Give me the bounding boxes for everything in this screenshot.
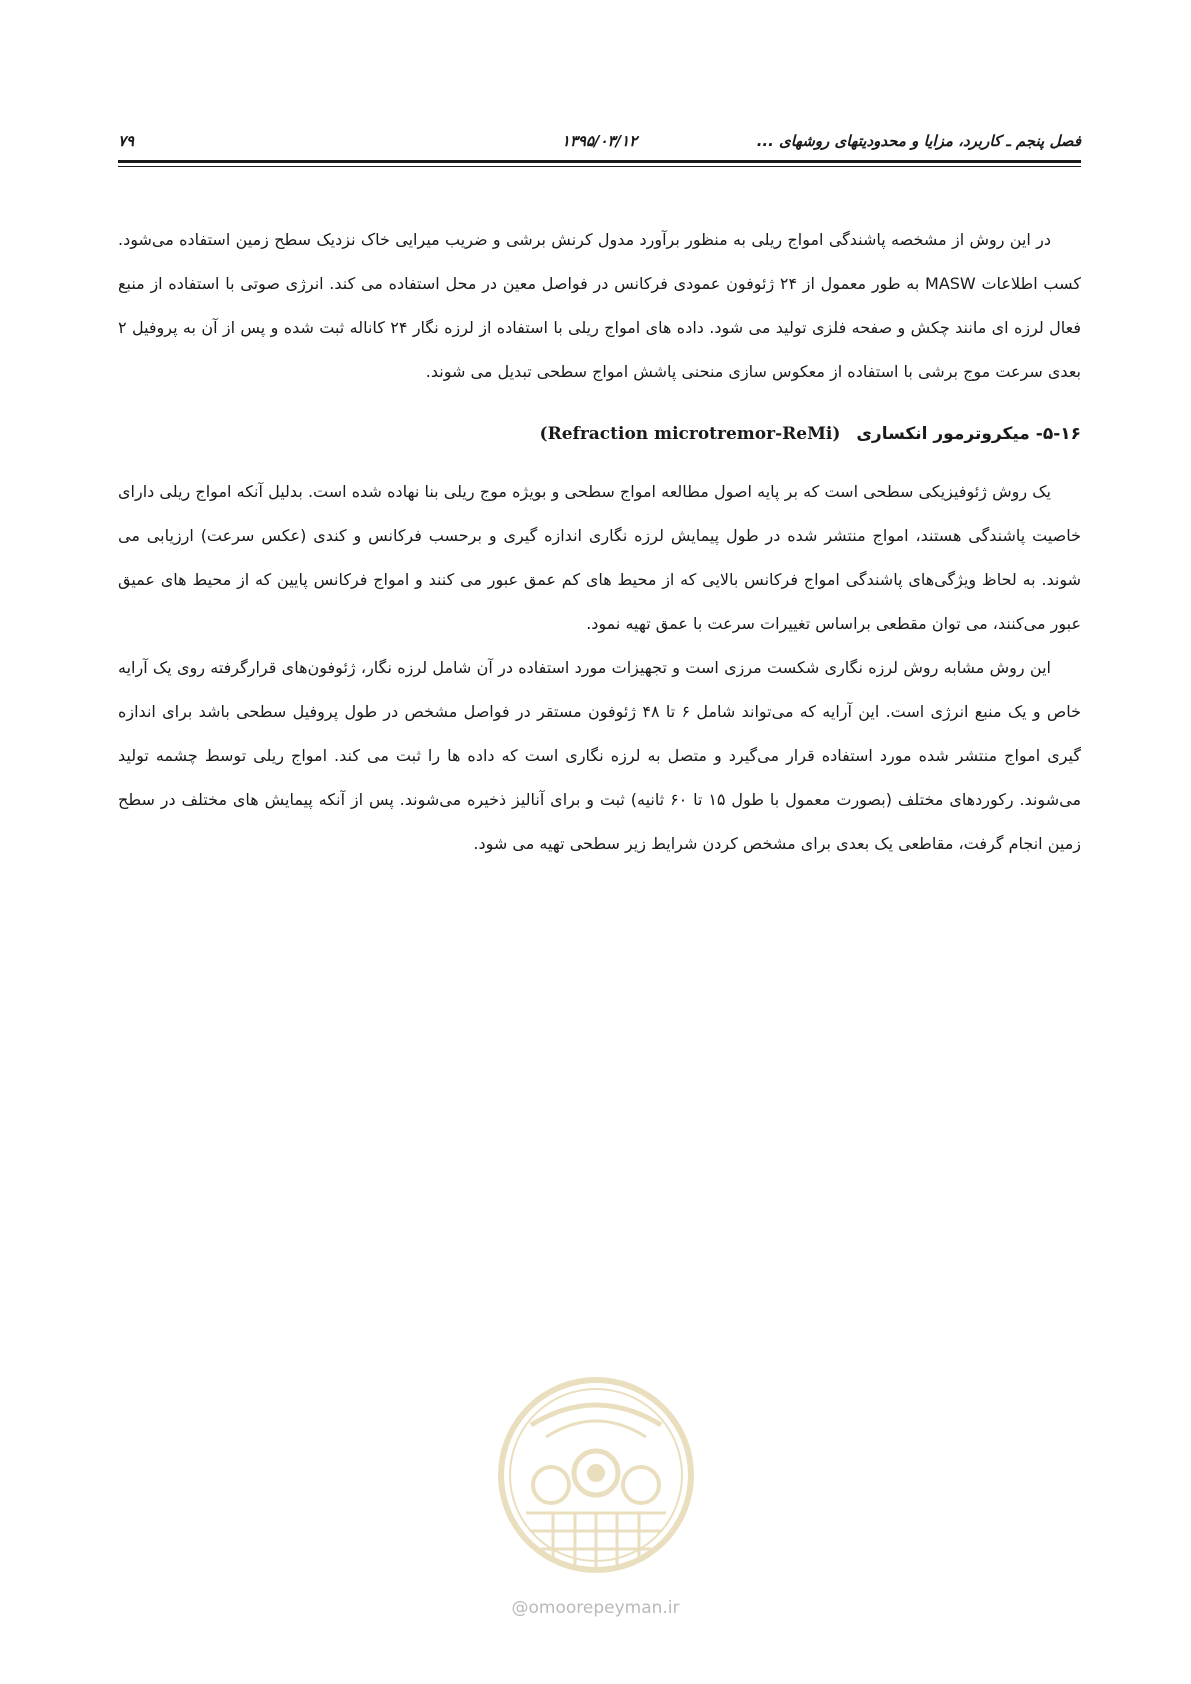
body-paragraph-2: این روش مشابه روش لرزه نگاری شکست مرزی است و تجهیزات مورد استفاده در آن شامل لرزه نگار، ژئوفون‌های قرارگرفته روی یک آرایه خاص و یک منبع انرژی است. این آرایه که می‌تواند شامل ۶ تا ۴۸ ژئوفون مستقر در فواصل مشخص در طول پروفیل سطحی باشد برای اندازه گیری امواج منتشر شده مورد استفاده قرار می‌گیرد و متصل به لرزه نگاری است که داده ها را ثبت می کند. امواج ریلی توسط چشمه تولید می‌شوند. رکوردهای مختلف (بصورت معمول با طول ۱۵ تا ۶۰ ثانیه) ثبت و برای آنالیز ذخیره می‌شوند. پس از آنکه پیمایش های مختلف در سطح زمین انجام گرفت، مقاطعی یک بعدی برای مشخص کردن شرایط زیر سطحی تهیه می شود. [118, 658, 1082, 853]
intro-paragraph: در این روش از مشخصه پاشندگی امواج ریلی به منظور برآورد مدول کرنش برشی و ضریب میرایی خاک نزدیک سطح زمین استفاده می‌شود. کسب اطلاعات MASW به طور معمول از ۲۴ ژئوفون عمودی فرکانس در فواصل معین در محل استفاده می کند. انرژی صوتی با استفاده از منبع فعال لرزه ای مانند چکش و صفحه فلزی تولید می شود. داده های امواج ریلی با استفاده از لرزه نگار ۲۴ کاناله ثبت شده و پس از آن به پروفیل ۲ بعدی سرعت موج برشی با استفاده از معکوس سازی منحنی پاشش امواج سطحی تبدیل می شوند. [118, 230, 1082, 381]
document-body [118, 218, 1081, 866]
page-header [118, 128, 1081, 158]
header-rule-thin [118, 166, 1081, 167]
page-number: ۷۹ [118, 132, 135, 150]
section-title: میکروترمور انکساری [856, 424, 1030, 444]
header-date: ۱۳۹۵/۰۳/۱۲ [561, 132, 638, 150]
section-latin-title: (Refraction microtremor-ReMi) [539, 424, 841, 444]
section-number: ۵-۱۶- [1035, 424, 1081, 444]
watermark-logo [491, 1365, 701, 1595]
watermark-caption: @omoorepeyman.ir [511, 1598, 680, 1618]
header-rule-thick [118, 160, 1081, 163]
body-paragraph-1: یک روش ژئوفیزیکی سطحی است که بر پایه اصول مطالعه امواج سطحی و بویژه موج ریلی بنا نهاده شده است. بدلیل آنکه امواج ریلی دارای خاصیت پاشندگی هستند، امواج منتشر شده در طول پیمایش لرزه نگاری اندازه گیری و برحسب فرکانس و کندی (عکس سرعت) ارزیابی می شوند. به لحاظ ویژگی‌های پاشندگی امواج فرکانس بالایی که از محیط های کم عمق عبور می کنند و امواج فرکانس پایین که از محیط های عمیق عبور می‌کنند، می توان مقطعی براساس تغییرات سرعت با عمق تهیه نمود. [118, 482, 1081, 633]
section-heading [118, 412, 1081, 456]
chapter-title: فصل پنجم ـ کاربرد، مزایا و محدودیتهای روشهای ... [756, 132, 1081, 150]
